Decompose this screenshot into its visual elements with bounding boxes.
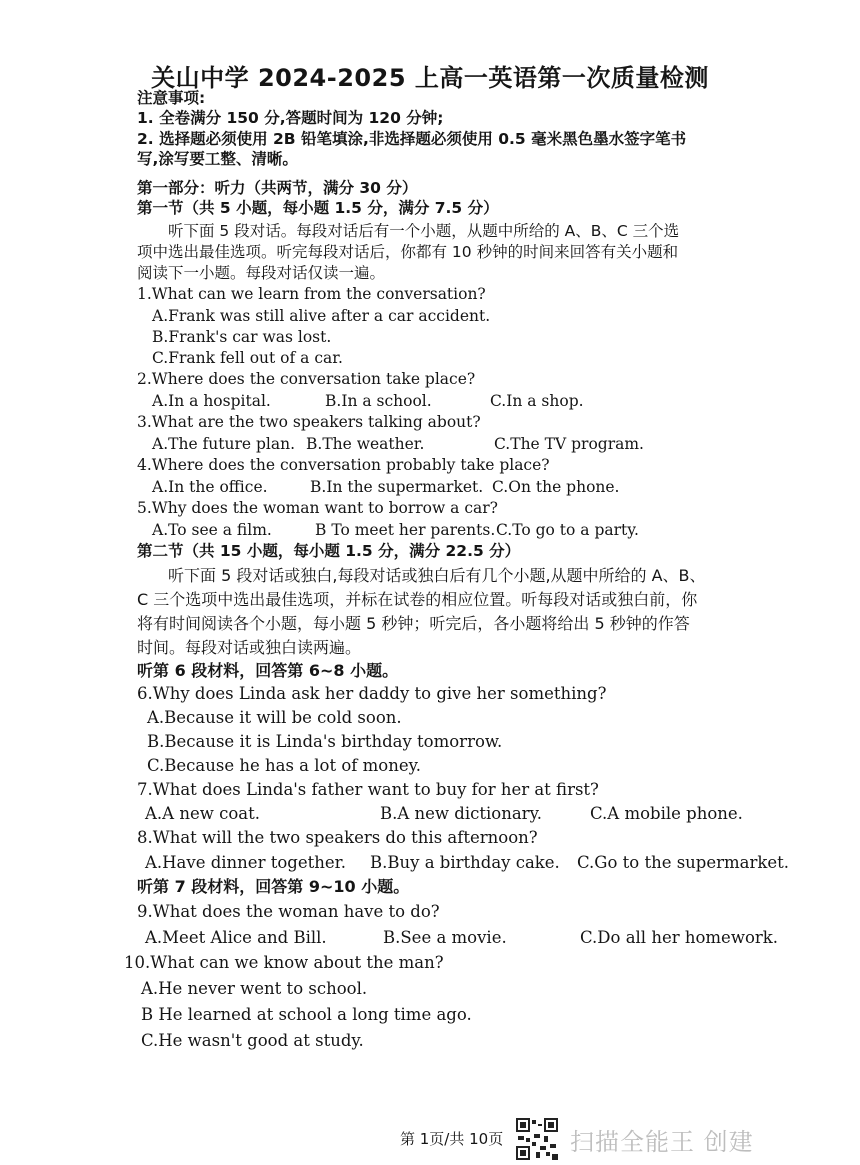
section1-instruction-3: 阅读下一小题。每段对话仅读一遍。 <box>137 264 386 282</box>
question-6: 6.Why does Linda ask her daddy to give her something? <box>137 684 607 703</box>
qr-code-icon <box>516 1118 558 1160</box>
question-4: 4.Where does the conversation probably take place? <box>137 456 550 474</box>
q2-option-c: C.In a shop. <box>490 392 584 410</box>
q3-option-a: A.The future plan. <box>152 435 296 453</box>
section2-instruction-1: 听下面 5 段对话或独白,每段对话或独白后有几个小题,从题中所给的 A、B、 <box>168 566 706 585</box>
notes-item-2a: 2. 选择题必须使用 2B 铅笔填涂,非选择题必须使用 0.5 毫米黑色墨水签字笔书 <box>137 130 687 148</box>
q8-option-b: B.Buy a birthday cake. <box>370 853 560 872</box>
question-9: 9.What does the woman have to do? <box>137 902 440 921</box>
q10-option-c: C.He wasn't good at study. <box>141 1031 364 1050</box>
question-10: 10.What can we know about the man? <box>124 953 444 972</box>
q6-option-c: C.Because he has a lot of money. <box>147 756 421 775</box>
q4-option-b: B.In the supermarket. <box>310 478 484 496</box>
q4-option-c: C.On the phone. <box>492 478 620 496</box>
q5-option-c: C.To go to a party. <box>496 521 639 539</box>
section1-instruction-1: 听下面 5 段对话。每段对话后有一个小题，从题中所给的 A、B、C 三个选 <box>168 222 680 240</box>
section2-instruction-3: 将有时间阅读各个小题，每小题 5 秒钟；听完后，各小题将给出 5 秒钟的作答 <box>137 614 690 633</box>
page-number: 第 1页/共 10页 <box>400 1130 504 1148</box>
q9-option-c: C.Do all her homework. <box>580 928 779 947</box>
question-1: 1.What can we learn from the conversation? <box>137 285 486 303</box>
q3-option-b: B.The weather. <box>306 435 425 453</box>
question-8: 8.What will the two speakers do this afternoon? <box>137 828 538 847</box>
material-7-heading: 听第 7 段材料，回答第 9~10 小题。 <box>137 877 410 896</box>
q10-option-a: A.He never went to school. <box>141 979 368 998</box>
section1-instruction-2: 项中选出最佳选项。听完每段对话后，你都有 10 秒钟的时间来回答有关小题和 <box>137 243 679 261</box>
q6-option-b: B.Because it is Linda's birthday tomorrow. <box>147 732 503 751</box>
scanner-watermark: 扫描全能王 创建 <box>570 1128 754 1156</box>
question-5: 5.Why does the woman want to borrow a car? <box>137 499 498 517</box>
question-2: 2.Where does the conversation take place? <box>137 370 476 388</box>
q3-option-c: C.The TV program. <box>494 435 644 453</box>
q1-option-c: C.Frank fell out of a car. <box>152 349 343 367</box>
q9-option-b: B.See a movie. <box>383 928 507 947</box>
notes-heading: 注意事项: <box>137 89 206 107</box>
question-7: 7.What does Linda's father want to buy for her at first? <box>137 780 599 799</box>
notes-item-2b: 写,涂写要工整、清晰。 <box>137 150 298 168</box>
section2-instruction-2: C 三个选项中选出最佳选项，并标在试卷的相应位置。听每段对话或独白前，你 <box>137 590 698 609</box>
q7-option-a: A.A new coat. <box>145 804 260 823</box>
q5-option-b: B To meet her parents. <box>315 521 496 539</box>
q8-option-c: C.Go to the supermarket. <box>577 853 790 872</box>
q1-option-a: A.Frank was still alive after a car accident. <box>152 307 491 325</box>
notes-item-1: 1. 全卷满分 150 分,答题时间为 120 分钟; <box>137 109 444 127</box>
section2-instruction-4: 时间。每段对话或独白读两遍。 <box>137 638 362 657</box>
q2-option-b: B.In a school. <box>325 392 432 410</box>
q4-option-a: A.In the office. <box>152 478 268 496</box>
q9-option-a: A.Meet Alice and Bill. <box>145 928 327 947</box>
question-3: 3.What are the two speakers talking about? <box>137 413 481 431</box>
part1-heading: 第一部分：听力（共两节，满分 30 分） <box>137 179 418 197</box>
q8-option-a: A.Have dinner together. <box>145 853 346 872</box>
q2-option-a: A.In a hospital. <box>152 392 271 410</box>
section1-heading: 第一节（共 5 小题，每小题 1.5 分，满分 7.5 分） <box>137 199 499 217</box>
q1-option-b: B.Frank's car was lost. <box>152 328 332 346</box>
q10-option-b: B He learned at school a long time ago. <box>141 1005 472 1024</box>
q7-option-b: B.A new dictionary. <box>380 804 542 823</box>
q6-option-a: A.Because it will be cold soon. <box>147 708 402 727</box>
q7-option-c: C.A mobile phone. <box>590 804 743 823</box>
section2-heading: 第二节（共 15 小题，每小题 1.5 分，满分 22.5 分） <box>137 542 521 560</box>
exam-title: 关山中学 2024-2025 上高一英语第一次质量检测 <box>151 64 709 92</box>
material-6-heading: 听第 6 段材料，回答第 6~8 小题。 <box>137 661 399 680</box>
q5-option-a: A.To see a film. <box>152 521 272 539</box>
